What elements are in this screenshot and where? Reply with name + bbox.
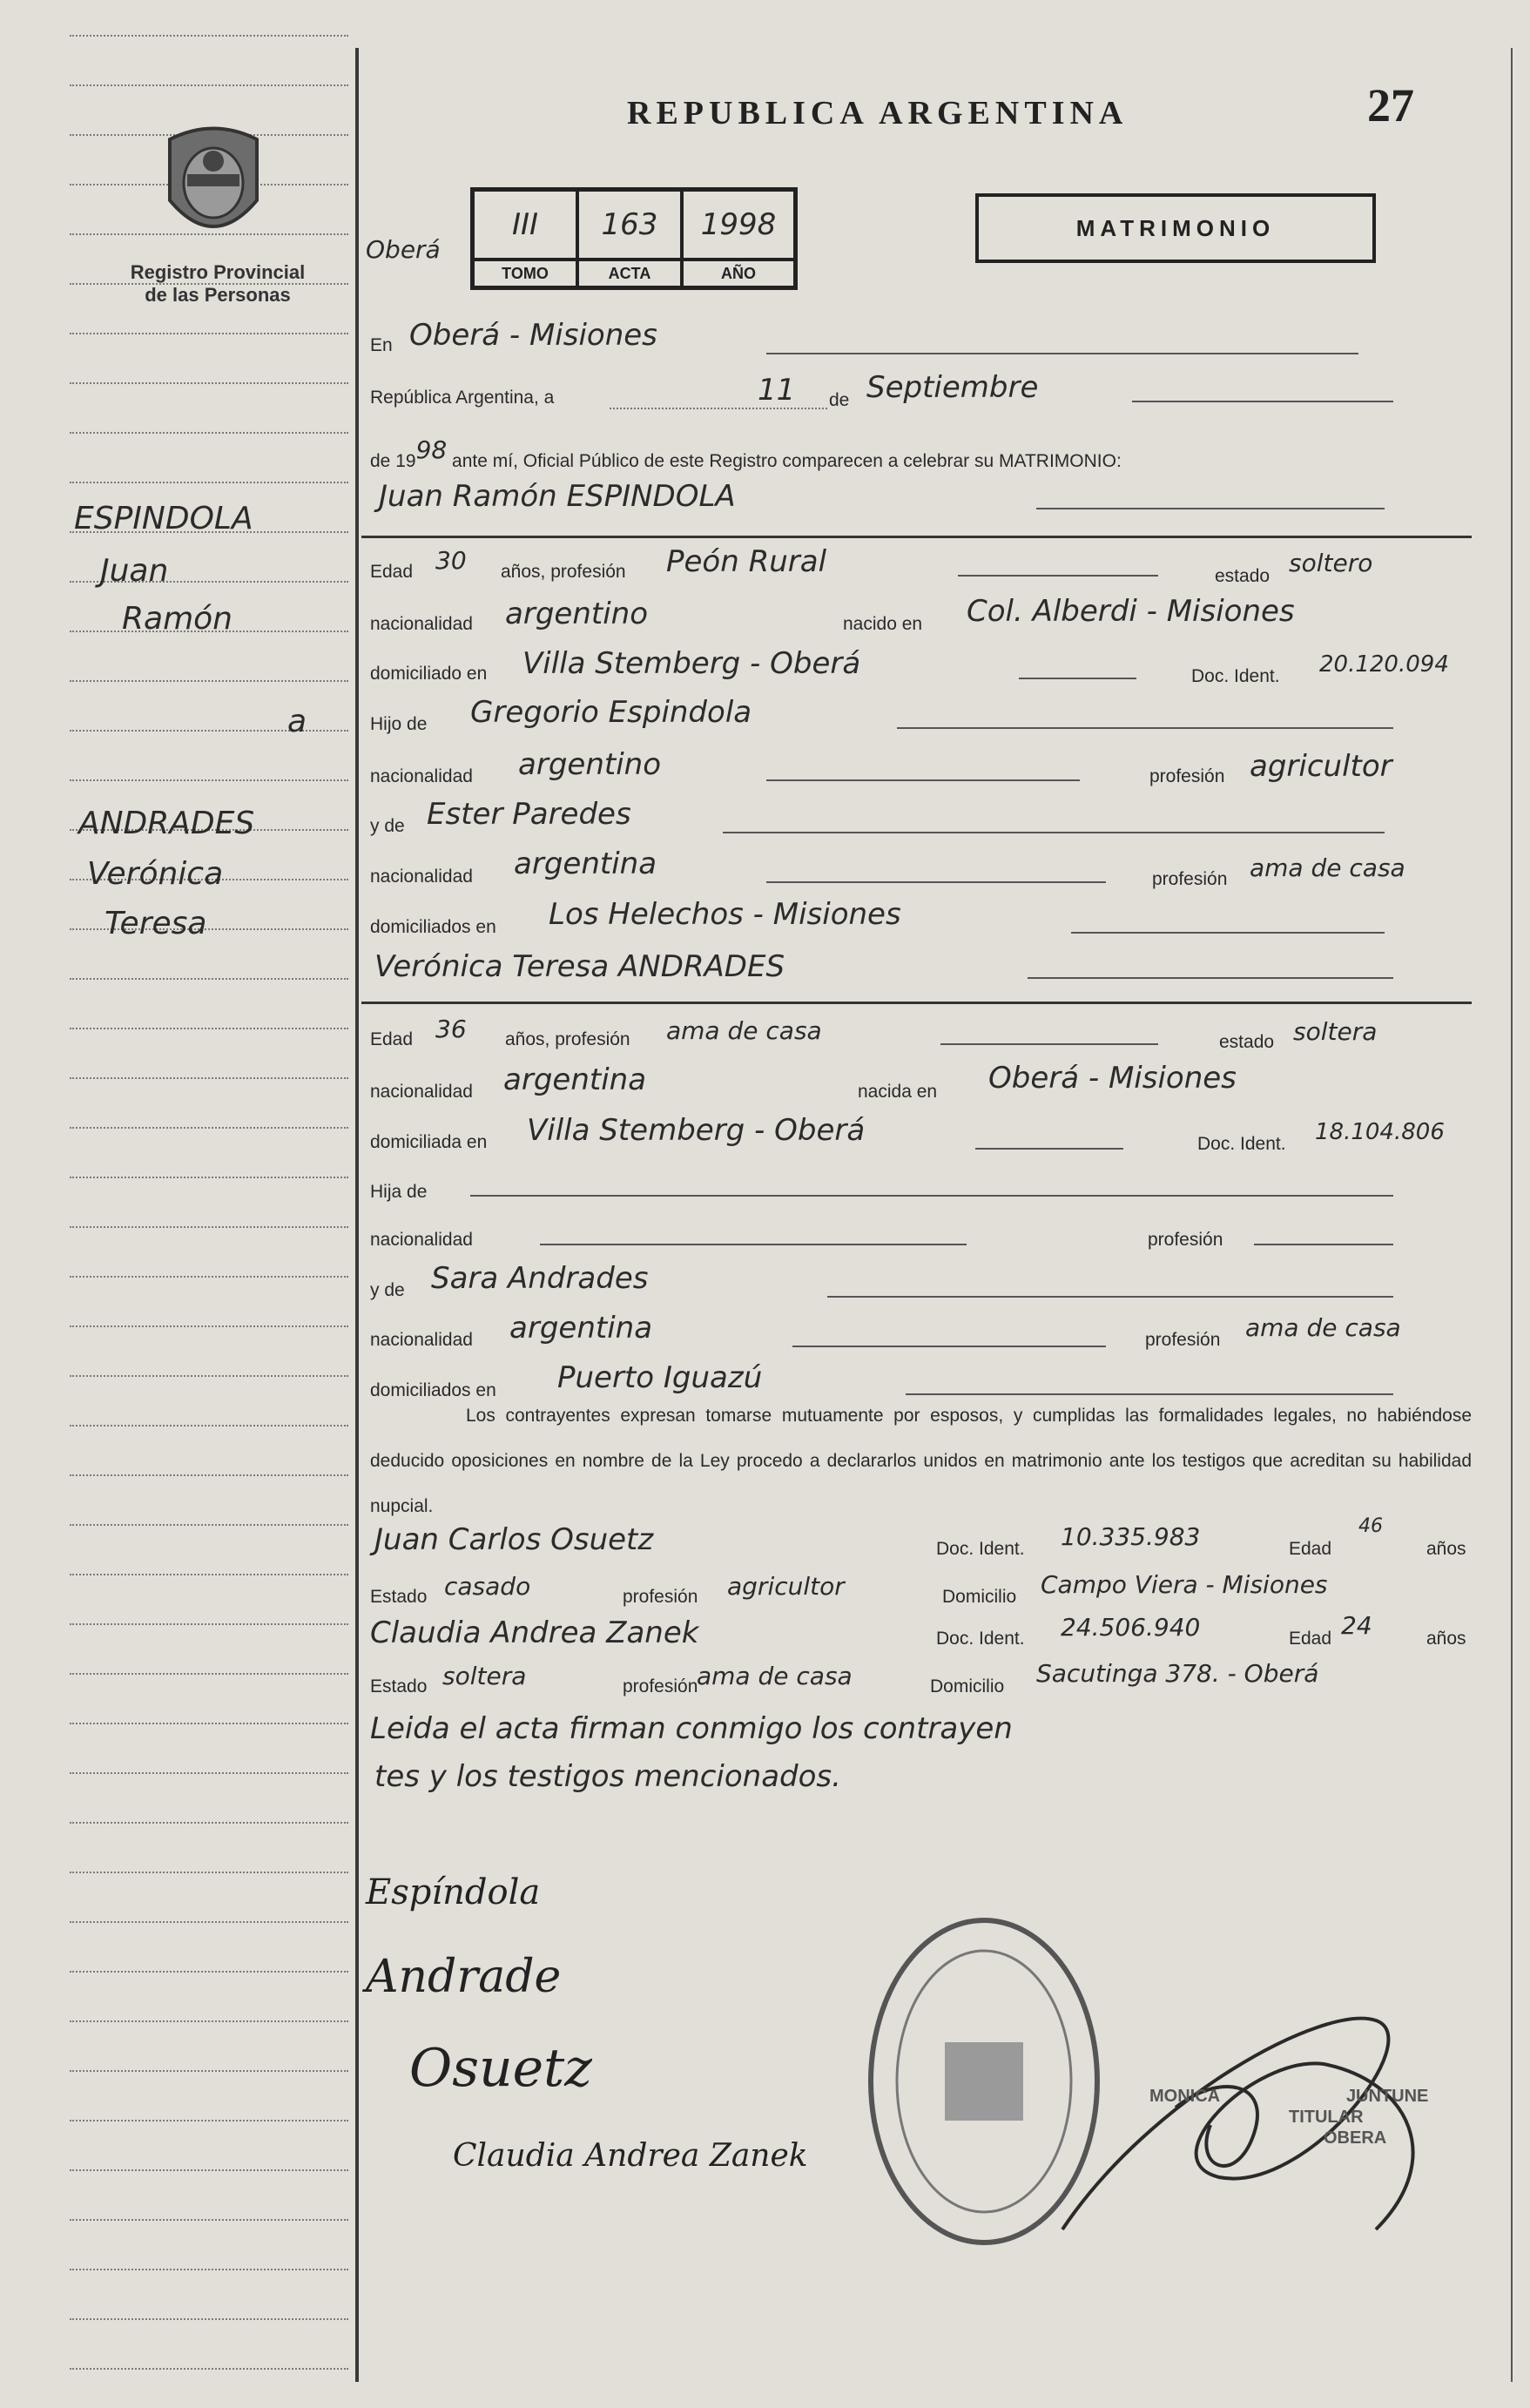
ruled-line <box>70 2169 348 2171</box>
page-number: 27 <box>1367 79 1414 132</box>
bride-mother-nationality: argentina <box>509 1311 653 1346</box>
ruled-line <box>70 1028 348 1029</box>
page-edge <box>1511 48 1513 2382</box>
bride-age: 36 <box>435 1015 467 1043</box>
bride-nationality: argentina <box>503 1062 647 1097</box>
y-de-label: y de <box>370 1280 405 1300</box>
groom-status: soltero <box>1289 549 1373 577</box>
signature-bride: Andrade <box>366 1951 562 2003</box>
section-separator <box>361 1002 1472 1004</box>
anio-value: 1998 <box>682 190 795 260</box>
margin-bride-given-2: Teresa <box>104 906 207 941</box>
underline <box>1028 977 1393 979</box>
witness2-age: 24 <box>1341 1611 1372 1640</box>
ruled-line <box>70 2219 348 2221</box>
nacionalidad-label: nacionalidad <box>370 614 473 634</box>
margin-bride-given-1: Verónica <box>87 856 224 892</box>
groom-mother-profession: ama de casa <box>1250 853 1405 882</box>
domiciliados-label: domiciliados en <box>370 1380 496 1400</box>
underline <box>723 832 1385 833</box>
bride-birthplace: Oberá - Misiones <box>988 1061 1237 1096</box>
groom-mother: Ester Paredes <box>427 797 631 832</box>
mother-profession-label: profesión <box>1152 869 1228 889</box>
country-title: REPUBLICA ARGENTINA <box>627 95 1129 132</box>
ruled-line <box>70 1971 348 1973</box>
hija-de-label: Hija de <box>370 1182 428 1202</box>
underline <box>766 779 1080 781</box>
mother-nationality-label: nacionalidad <box>370 1330 473 1350</box>
ruled-line <box>70 1623 348 1625</box>
ruled-line <box>70 1375 348 1377</box>
domiciliados-label: domiciliados en <box>370 917 496 937</box>
groom-father-nationality: argentino <box>518 747 661 782</box>
closing-line-2: tes y los testigos mencionados. <box>374 1759 841 1794</box>
nacido-en-label: nacido en <box>843 614 923 634</box>
doc-label: Doc. Ident. <box>936 1629 1025 1649</box>
en-label: En <box>370 335 393 355</box>
ruled-line <box>70 1474 348 1476</box>
estado-label: Estado <box>370 1676 428 1696</box>
republica-label: República Argentina, a <box>370 388 555 408</box>
estado-label: Estado <box>370 1587 428 1607</box>
signature-groom: Espíndola <box>366 1872 541 1912</box>
underline <box>827 1296 1393 1298</box>
registry-box <box>470 187 798 290</box>
ruled-line <box>70 1425 348 1427</box>
ruled-line <box>70 1077 348 1079</box>
father-profession-label: profesión <box>1149 766 1225 786</box>
underline <box>1071 932 1385 934</box>
bride-domicile: Villa Stemberg - Oberá <box>527 1113 866 1148</box>
groom-full-name: Juan Ramón ESPINDOLA <box>379 479 736 514</box>
tomo-label: TOMO <box>473 260 577 287</box>
witness1-age: 46 <box>1358 1515 1383 1537</box>
underline <box>540 1244 967 1245</box>
margin-groom-surname: ESPINDOLA <box>74 501 253 536</box>
margin-ruled-lines <box>70 35 348 2378</box>
ruled-line <box>70 35 348 37</box>
ruled-line <box>70 84 348 86</box>
underline <box>1132 401 1393 402</box>
witness1-doc: 10.335.983 <box>1061 1522 1201 1551</box>
ruled-line <box>70 1921 348 1923</box>
doc-label: Doc. Ident. <box>936 1539 1025 1559</box>
underline <box>1036 508 1385 509</box>
bride-parents-domicile: Puerto Iguazú <box>557 1360 763 1395</box>
mother-nationality-label: nacionalidad <box>370 867 473 887</box>
edad-label: Edad <box>370 1029 414 1049</box>
ruled-line <box>70 2368 348 2370</box>
ruled-line <box>70 680 348 682</box>
ruled-line <box>70 432 348 434</box>
anos-profesion-label: años, profesión <box>501 562 626 582</box>
ruled-line <box>70 1772 348 1774</box>
witness2-domicile: Sacutinga 378. - Oberá <box>1036 1659 1319 1688</box>
underline <box>897 727 1393 729</box>
edad-label: Edad <box>1289 1629 1332 1649</box>
coat-of-arms-icon <box>161 122 266 253</box>
closing-line-1: Leida el acta firman conmigo los contrayen <box>370 1711 1013 1746</box>
bride-doc: 18.104.806 <box>1315 1119 1445 1145</box>
witness1-name: Juan Carlos Osuetz <box>374 1522 654 1557</box>
ruled-line <box>70 2269 348 2270</box>
witness1-status: casado <box>444 1572 531 1601</box>
ruled-line <box>70 1574 348 1575</box>
acta-label: ACTA <box>577 260 682 287</box>
tomo-value: III <box>473 190 577 260</box>
intro-text: ante mí, Oficial Público de este Registro comparecen a celebrar su MATRIMONIO: <box>452 451 1122 471</box>
underline <box>792 1346 1106 1347</box>
month-value: Septiembre <box>866 370 1039 405</box>
witness2-doc: 24.506.940 <box>1061 1613 1201 1642</box>
edad-label: Edad <box>1289 1539 1332 1559</box>
ruled-line <box>70 1226 348 1228</box>
doc-label: Doc. Ident. <box>1191 666 1280 686</box>
nacida-en-label: nacida en <box>858 1082 938 1102</box>
ruled-line <box>70 1325 348 1327</box>
ruled-line <box>70 1177 348 1178</box>
underline <box>975 1148 1123 1150</box>
witness1-profession: agricultor <box>727 1572 845 1601</box>
underline <box>940 1043 1158 1045</box>
margin-groom-given-1: Juan <box>100 553 169 589</box>
groom-father-profession: agricultor <box>1250 749 1392 784</box>
ruled-line <box>70 1524 348 1526</box>
domicilio-label: Domicilio <box>930 1676 1005 1696</box>
ruled-line <box>70 2120 348 2121</box>
edad-label: Edad <box>370 562 414 582</box>
signature-witness1: Osuetz <box>409 2038 592 2099</box>
ruled-line <box>70 2318 348 2320</box>
section-separator <box>361 536 1472 538</box>
groom-nationality: argentino <box>505 597 648 631</box>
margin-bride-surname: ANDRADES <box>78 806 255 841</box>
underline <box>470 1195 1393 1197</box>
day-value: 11 <box>758 373 796 408</box>
father-nationality-label: nacionalidad <box>370 766 473 786</box>
underline <box>958 575 1158 577</box>
official-stamp-text: MONICA JUNTUNE TITULAR OBERA <box>1149 2087 1429 2148</box>
domicilio-label: Domicilio <box>942 1587 1017 1607</box>
mother-profession-label: profesión <box>1145 1330 1221 1350</box>
bride-mother: Sara Andrades <box>431 1261 649 1296</box>
anos-label: años <box>1426 1539 1466 1559</box>
underline <box>1254 1244 1393 1245</box>
ruled-line <box>70 1872 348 1873</box>
ruled-line <box>70 333 348 334</box>
registry-caption: Registro Provincial de las Personas <box>130 261 306 306</box>
underline <box>766 353 1358 354</box>
dots <box>610 408 827 409</box>
signature-witness2: Claudia Andrea Zanek <box>453 2138 808 2174</box>
year-suffix: 98 <box>415 435 448 464</box>
doc-label: Doc. Ident. <box>1197 1134 1286 1154</box>
estado-label: estado <box>1215 566 1271 586</box>
groom-age: 30 <box>435 546 467 575</box>
father-profession-label: profesión <box>1148 1230 1223 1250</box>
groom-mother-nationality: argentina <box>514 847 657 881</box>
underline <box>766 881 1106 883</box>
groom-profession: Peón Rural <box>666 544 827 579</box>
witness2-status: soltera <box>442 1662 527 1690</box>
witness2-profession: ama de casa <box>697 1662 853 1690</box>
domiciliada-label: domiciliada en <box>370 1132 488 1152</box>
place-value: Oberá - Misiones <box>409 318 657 353</box>
margin-place-mark: Oberá <box>366 235 441 264</box>
estado-label: estado <box>1219 1032 1275 1052</box>
bride-status: soltera <box>1293 1017 1378 1046</box>
groom-father: Gregorio Espindola <box>470 695 752 730</box>
ruled-line <box>70 1822 348 1824</box>
domiciliado-label: domiciliado en <box>370 664 488 684</box>
act-type-box: MATRIMONIO <box>975 193 1376 263</box>
witness1-domicile: Campo Viera - Misiones <box>1041 1570 1328 1599</box>
bride-profession: ama de casa <box>666 1016 822 1045</box>
year-prefix: de 19 <box>370 451 416 471</box>
ruled-line <box>70 779 348 781</box>
ruled-line <box>70 2020 348 2022</box>
groom-parents-domicile: Los Helechos - Misiones <box>549 897 901 932</box>
bride-mother-profession: ama de casa <box>1245 1313 1401 1342</box>
formal-declaration: Los contrayentes expresan tomarse mutuamente por esposos, y cumplidas las formalidades legales, no habiéndose deducido oposiciones en nombre de la Ley procedo a declararlos unidos en matrimonio ante los testigos que acreditan su habilidad nupcial. <box>370 1406 1472 1516</box>
groom-doc: 20.120.094 <box>1319 651 1449 678</box>
anos-label: años <box>1426 1629 1466 1649</box>
anos-profesion-label: años, profesión <box>505 1029 630 1049</box>
underline <box>1019 678 1136 679</box>
anio-label: AÑO <box>682 260 795 287</box>
margin-groom-given-2: Ramón <box>122 601 233 637</box>
ruled-line <box>70 1673 348 1675</box>
groom-birthplace: Col. Alberdi - Misiones <box>967 594 1295 629</box>
y-de-label: y de <box>370 816 405 836</box>
witness2-name: Claudia Andrea Zanek <box>370 1615 699 1650</box>
hijo-de-label: Hijo de <box>370 714 428 734</box>
ruled-line <box>70 1127 348 1129</box>
margin-conj: a <box>287 704 307 739</box>
father-nationality-label: nacionalidad <box>370 1230 473 1250</box>
de-label: de <box>829 390 850 410</box>
ruled-line <box>70 1276 348 1278</box>
ruled-line <box>70 382 348 384</box>
profesion-label: profesión <box>623 1676 698 1696</box>
profesion-label: profesión <box>623 1587 698 1607</box>
ruled-line <box>70 1723 348 1724</box>
bride-full-name: Verónica Teresa ANDRADES <box>374 949 785 984</box>
acta-value: 163 <box>577 190 682 260</box>
ruled-line <box>70 482 348 483</box>
ruled-line <box>70 978 348 980</box>
nacionalidad-label: nacionalidad <box>370 1082 473 1102</box>
margin-divider <box>355 48 359 2382</box>
ruled-line <box>70 2070 348 2072</box>
groom-domicile: Villa Stemberg - Oberá <box>522 646 861 681</box>
